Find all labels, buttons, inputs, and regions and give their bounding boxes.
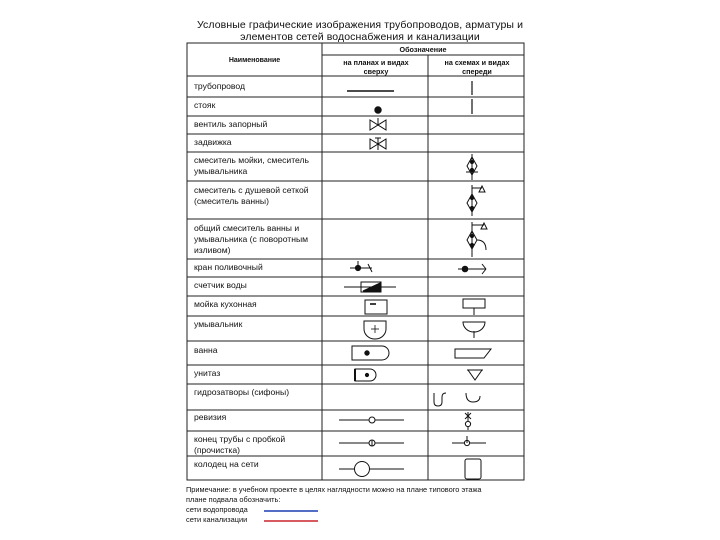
manhole-scheme-symbol (465, 459, 481, 479)
title-line-1: Условные графические изображения трубопроводов, арматуры и (196, 19, 524, 31)
header-plan: на планах и видах сверху (343, 58, 409, 76)
watering-tap-scheme-symbol (458, 264, 486, 274)
pipe-plug-scheme-symbol (452, 436, 486, 446)
row-label-water-meter: счетчик воды (194, 280, 247, 290)
toilet-scheme-symbol (467, 370, 483, 380)
kitchen-sink-scheme-symbol (463, 299, 485, 315)
shutoff-valve-plan-symbol (370, 118, 386, 130)
riser-plan-symbol (375, 107, 381, 113)
water-seal-scheme-symbol (434, 393, 480, 406)
washbasin-plan-symbol (364, 321, 386, 339)
row-label-combined-mixer: общий смеситель ванны и умывальника (с поворотным изливом) (194, 223, 309, 255)
row-label-shutoff-valve: вентиль запорный (194, 119, 268, 129)
bathtub-scheme-symbol (455, 349, 491, 358)
bathtub-plan-symbol (352, 346, 389, 360)
row-label-riser: стояк (194, 100, 216, 110)
row-label-sink-mixer: смеситель мойки, смеситель умывальника (194, 155, 310, 176)
water-meter-plan-symbol (344, 282, 396, 292)
note-line-2: плане подвала обозначить: (186, 495, 281, 504)
row-label-washbasin: умывальник (194, 319, 243, 329)
gate-valve-plan-symbol (370, 138, 386, 150)
row-label-gate-valve: задвижка (194, 137, 232, 147)
row-label-pipe: трубопровод (194, 81, 245, 91)
row-label-pipe-plug: конец трубы с пробкой (прочистка) (194, 434, 286, 455)
row-label-manhole: колодец на сети (194, 459, 259, 469)
note-water-supply: сети водопровода (186, 505, 248, 514)
combined-mixer-scheme-symbol (467, 222, 487, 257)
watering-tap-plan-symbol (350, 261, 372, 272)
row-label-kitchen-sink: мойка кухонная (194, 299, 257, 309)
row-label-shower-mixer: смеситель с душевой сеткой (смеситель ванны) (194, 185, 309, 206)
note-sewer: сети канализации (186, 515, 248, 524)
row-label-toilet: унитаз (194, 368, 221, 378)
header-designation: Обозначение (399, 45, 447, 54)
note-line-1: Примечание: в учебном проекте в целях наглядности можно на плане типового этажа (186, 485, 482, 494)
row-label-inspection: ревизия (194, 412, 227, 422)
row-label-water-seal: гидрозатворы (сифоны) (194, 387, 290, 397)
inspection-scheme-symbol (465, 412, 471, 430)
washbasin-scheme-symbol (463, 322, 485, 338)
kitchen-sink-plan-symbol (365, 300, 387, 314)
row-label-bathtub: ванна (194, 345, 218, 355)
manhole-plan-symbol (339, 462, 404, 477)
row-label-watering-tap: кран поливочный (194, 262, 263, 272)
header-scheme: на схемах и видах спереди (444, 58, 510, 76)
pipe-plug-plan-symbol (339, 440, 404, 446)
title-line-2: элементов сетей водоснабжения и канализации (240, 31, 480, 43)
inspection-plan-symbol (339, 417, 404, 423)
shower-mixer-scheme-symbol (467, 185, 485, 216)
header-name: Наименование (228, 57, 281, 64)
toilet-plan-symbol (355, 369, 376, 381)
sink-mixer-scheme-symbol (466, 154, 478, 180)
